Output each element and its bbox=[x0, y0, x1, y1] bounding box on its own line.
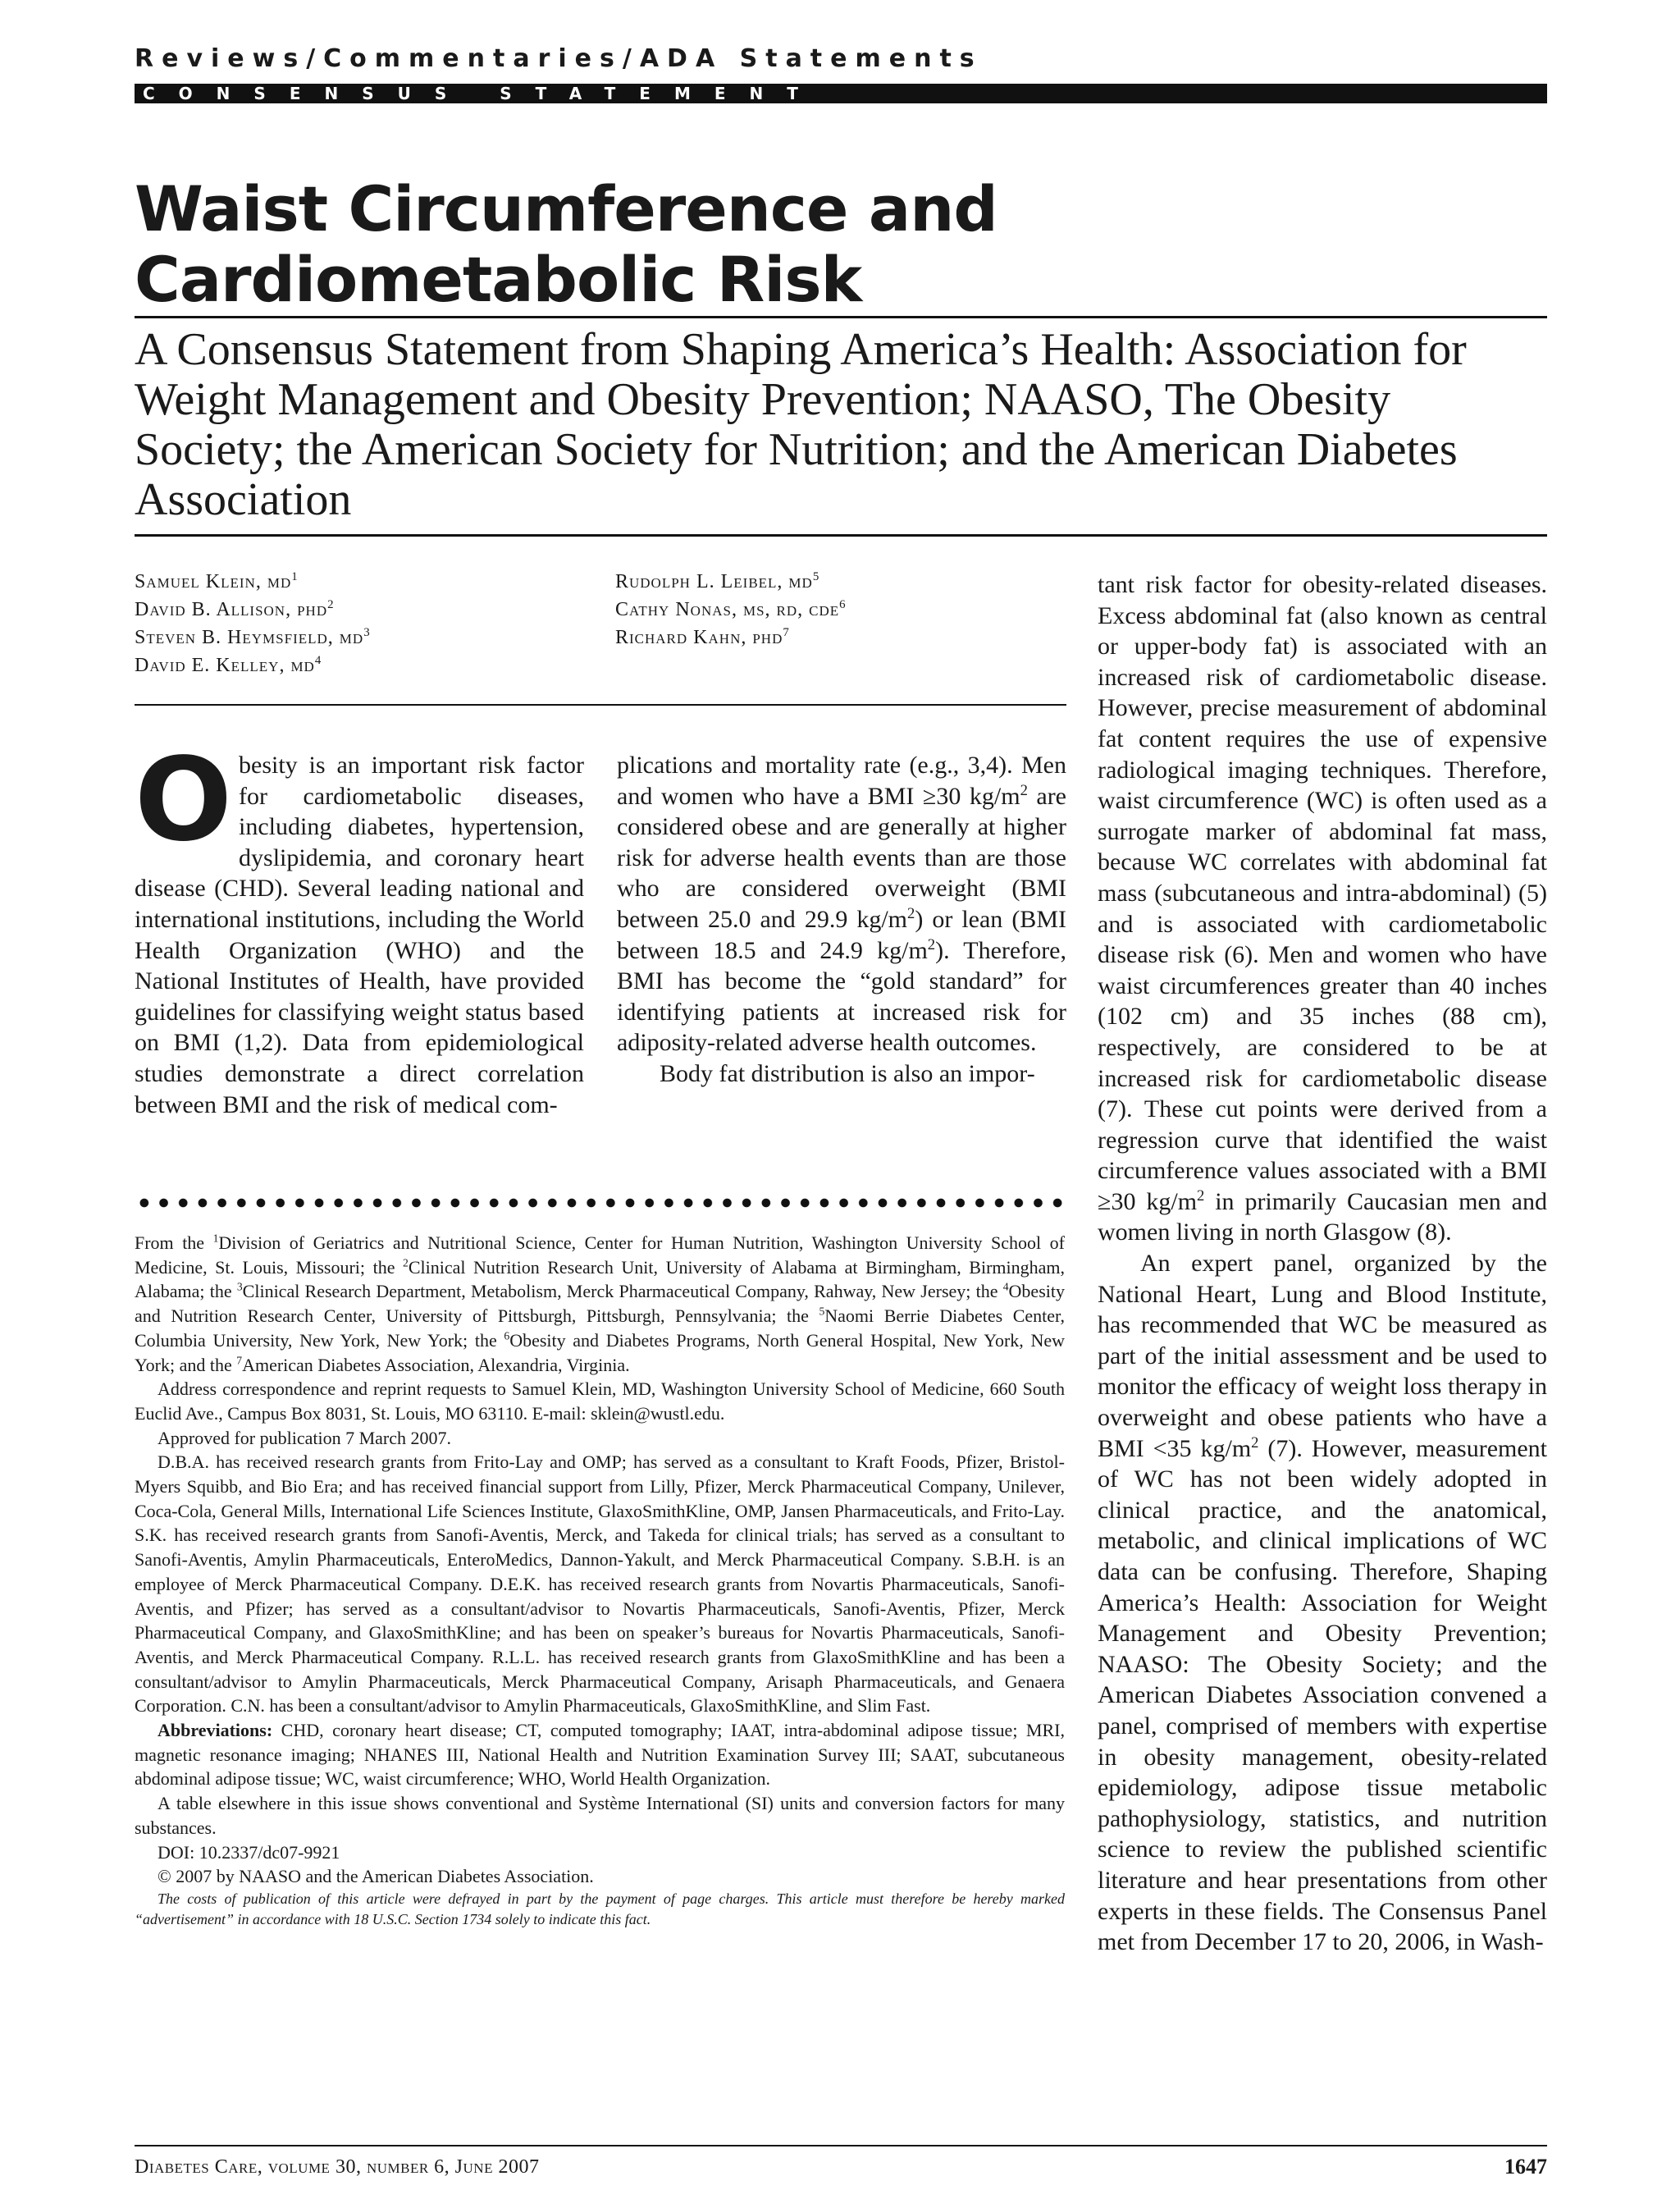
title-rule bbox=[135, 316, 1547, 318]
disclosures: D.B.A. has received research grants from Frito-Lay and OMP; has served as a consultant to Kraft Foods, Pfizer, Bristol-Myers Squibb, and Bio Era; and has received financial support from Lilly, Pfizer, Merck Pharmaceutical Company, Unilever, Coca-Cola, General Mills, International Life Sciences Institute, GlaxoSmithKline, OMP, Jansen Pharmaceuticals, and Frito-Lay. S.K. has received research grants from Sanofi-Aventis, Merck, and Takeda for clinical trials; has served as a consultant to Sanofi-Aventis, Amylin Pharmaceuticals, EnteroMedics, Dannon-Yakult, and Merck Pharmaceutical Company. S.B.H. is an employee of Merck Pharmaceutical Company. D.E.K. has received research grants from Novartis Pharmaceuticals, Sanofi-Aventis, and Pfizer; has served as a consultant/advisor to Novartis Pharmaceuticals, Sanofi-Aventis, Pfizer, Merck Pharmaceutical Company, and GlaxoSmithKline; and has been on speaker’s bureaus for Novartis Pharmaceuticals, Sanofi-Aventis, and Merck Pharmaceutical Company. R.L.L. has received research grants from GlaxoSmithKline and has been a consultant/advisor to Amylin Pharmaceuticals, Merck Pharmaceutical Company, Arisaph Pharmaceuticals, and Genaera Corporation. C.N. has been a consultant/advisor to Amylin Pharmaceuticals, GlaxoSmithKline, and Slim Fast. bbox=[135, 1452, 1065, 1717]
journal-citation: Diabetes Care, volume 30, number 6, June 2007 bbox=[135, 2156, 540, 2178]
copyright: © 2007 by NAASO and the American Diabetes Association. bbox=[158, 1866, 594, 1887]
body-column-1: Obesity is an important risk factor for cardiometabolic diseases, including diabetes, hypertension, dyslipidemia, and coronary heart disease (CHD). Several leading national and international institutions, including the World Health Organization (WHO) and the National Institutes of Health, have provided guidelines for classifying weight status based on BMI (1,2). Data from epidemiological studies demonstrate a direct correlation between BMI and the risk of medical com- bbox=[135, 734, 584, 1118]
doi: DOI: 10.2337/dc07-9921 bbox=[158, 1841, 340, 1863]
category-label: CONSENSUS STATEMENT bbox=[143, 84, 822, 103]
category-banner bbox=[135, 84, 1547, 103]
approval-date: Approved for publication 7 March 2007. bbox=[158, 1427, 452, 1448]
author-list-left bbox=[135, 568, 371, 679]
author-list-right bbox=[615, 568, 847, 651]
abbreviations: Abbreviations: CHD, coronary heart disease; CT, computed tomography; IAAT, intra-abdominal adipose tissue; MRI, magnetic resonance imaging; NHANES III, National Health and Nutrition Examination Survey III; SAAT, subcutaneous abdominal adipose tissue; WC, waist circumference; WHO, World Health Organization. bbox=[135, 1720, 1065, 1790]
si-units-note: A table elsewhere in this issue shows conventional and Système International (SI) units and conversion factors for many substances. bbox=[135, 1793, 1065, 1838]
author: Richard Kahn, phd$^7$ bbox=[615, 626, 790, 648]
drop-cap: O bbox=[135, 734, 233, 867]
author: Steven B. Heymsfield, $md^3$ bbox=[135, 626, 371, 648]
authors-rule bbox=[135, 704, 1066, 706]
article-footnotes bbox=[135, 1231, 1065, 1930]
author: Cathy Nonas, ms, rd, cde$^6$ bbox=[615, 598, 847, 620]
dotted-divider bbox=[135, 1198, 1066, 1208]
body-column-2: plications and mortality rate (e.g., 3,4). Men and women who have a BMI ≥30 $kg/m^2$ are considered obese and are generally at higher risk for adverse health events than are those who are considered overweight (BMI between 25.0 and 29.9 $kg/m^2$) or lean (BMI between 18.5 and 24.9 $kg/m^2$). Therefore, BMI has become the “gold standard” for identifying patients at increased risk for adiposity-related adverse health outcomes. Body fat distribution is also an impor- bbox=[617, 752, 1066, 1087]
section-label: Reviews/Commentaries/ADA Statements bbox=[135, 44, 983, 73]
body-column-3: tant risk factor for obesity-related diseases. Excess abdominal fat (also known as central or upper-body fat) is associated with an increased risk of cardiometabolic disease. However, precise measurement of abdominal fat content requires the use of expensive radiological imaging techniques. Therefore, waist circumference (WC) is often used as a surrogate marker of abdominal fat mass, because WC correlates with abdominal fat mass (subcutaneous and intra-abdominal) (5) and is associated with cardiometabolic disease risk (6). Men and women who have waist circumferences greater than 40 inches (102 cm) and 35 inches (88 cm), respectively, are considered to be at increased risk for cardiometabolic disease (7). These cut points were derived from a regression curve that identified the waist circumference values associated with a BMI ≥30 $kg/m^2$ in primarily Caucasian men and women living in north Glasgow (8). An expert panel, organized by the National Heart, Lung and Blood Institute, has recommended that WC be measured as part of the initial assessment and be used to monitor the efficacy of weight loss therapy in overweight and obese patients who have a BMI <35 $kg/m^2$ (7). However, measurement of WC has not been widely adopted in clinical practice, and the anatomical, metabolic, and clinical implications of WC data can be confusing. Therefore, Shaping America’s Health: Association for Weight Management and Obesity Prevention; NAASO: The Obesity Society; and the American Diabetes Association convened a panel, comprised of members with expertise in obesity management, obesity-related epidemiology, adipose tissue metabolic pathophysiology, statistics, and nutrition science to review the published scientific literature and hear presentations from other experts in these fields. The Consensus Panel met from December 17 to 20, 2006, in Wash- bbox=[1098, 571, 1547, 1956]
author: David B. Allison, phd$^2$ bbox=[135, 598, 335, 620]
author: David E. Kelley, $md^4$ bbox=[135, 654, 322, 676]
correspondence: Address correspondence and reprint requests to Samuel Klein, MD, Washington University School of Medicine, 660 South Euclid Ave., Campus Box 8031, St. Louis, MO 63110. E-mail: sklein@wustl.edu. bbox=[135, 1378, 1065, 1424]
author: Samuel Klein, $md^1$ bbox=[135, 570, 299, 592]
article-subtitle: A Consensus Statement from Shaping America’s Health: Association for Weight Management and Obesity Prevention; NAASO, The Obesity Society; the American Society for Nutrition; and the American Diabetes Association bbox=[135, 324, 1467, 525]
footer-rule bbox=[135, 2145, 1547, 2146]
page-number: 1647 bbox=[1504, 2155, 1547, 2178]
affiliations: From the $^1$Division of Geriatrics and Nutritional Science, Center for Human Nutrition, Washington University School of Medicine, St. Louis, Missouri; the $^2$Clinical Nutrition Research Unit, University of Alabama at Birmingham, Birmingham, Alabama; the $^3$Clinical Research Department, Metabolism, Merck Pharmaceutical Company, Rahway, New Jersey; the $^4$Obesity and Nutrition Research Center, University of Pittsburgh, Pittsburgh, Pennsylvania; the $^5$Naomi Berrie Diabetes Center, Columbia University, New York, New York; the $^6$Obesity and Diabetes Programs, North General Hospital, New York, New York; and the $^7$American Diabetes Association, Alexandria, Virginia. bbox=[135, 1232, 1066, 1375]
article-title: Waist Circumference and Cardiometabolic Risk bbox=[135, 172, 998, 316]
author: Rudolph L. Leibel, $md^5$ bbox=[615, 570, 820, 592]
subtitle-rule bbox=[135, 534, 1547, 537]
page-charges-note: The costs of publication of this article were defrayed in part by the payment of page charges. This article must therefore be hereby marked “advertisement” in accordance with 18 U.S.C. Section 1734 solely to indicate this fact. bbox=[135, 1890, 1065, 1927]
